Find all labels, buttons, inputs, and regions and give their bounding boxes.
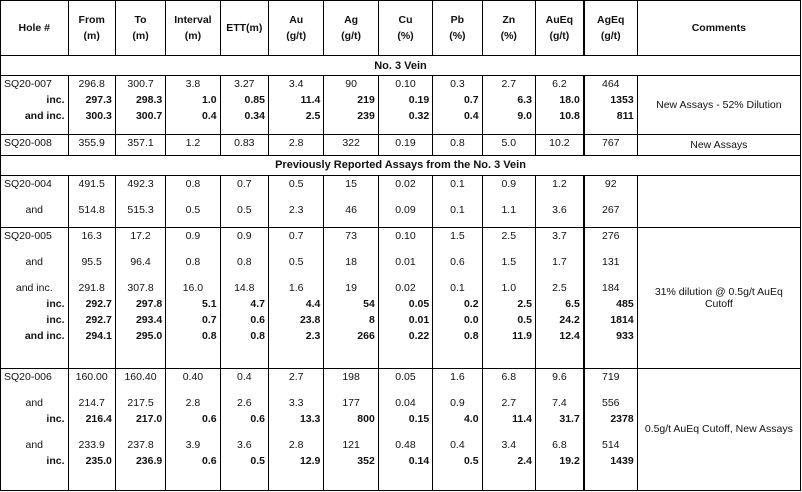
cell-zn: 11.4: [512, 412, 532, 425]
cell-to: 96.4: [130, 255, 151, 268]
cell-interval: 1.2: [185, 137, 201, 150]
col-ag: [324, 175, 378, 227]
cell-ageq: 2378: [610, 412, 634, 425]
cell-ag: 266: [357, 329, 375, 342]
header-pb: Pb (%): [433, 1, 482, 56]
col-to: [115, 175, 165, 227]
cell-ett: 0.4: [237, 370, 252, 383]
header-from: From (m): [68, 1, 115, 56]
cell-from: 296.8: [78, 78, 105, 90]
col-ag: [324, 135, 378, 156]
cell-ag: 800: [357, 412, 375, 425]
col-cu: [378, 76, 432, 135]
cell-zn: 2.5: [501, 229, 517, 242]
col-from: [68, 227, 115, 368]
cell-ett: 0.6: [250, 313, 265, 326]
cell-hole: and: [25, 255, 44, 268]
cell-cu: 0.05: [408, 297, 430, 310]
cell-cu: 0.05: [395, 370, 416, 383]
col-ageq: [584, 227, 637, 368]
col-from: [68, 175, 115, 227]
cell-ett: 2.6: [237, 396, 252, 409]
cell-interval: 3.8: [185, 78, 201, 90]
cell-aueq: 6.5: [565, 297, 580, 310]
cell-au: 3.4: [288, 78, 304, 90]
cell-cu: 0.15: [408, 412, 430, 425]
cell-au: 12.9: [299, 454, 321, 467]
cell-interval: 0.8: [185, 255, 201, 268]
cell-to: 300.7: [127, 78, 154, 90]
cell-pb: 4.0: [463, 412, 479, 425]
cell-au: 0.5: [288, 177, 304, 190]
header-au: Au (g/t): [268, 1, 323, 56]
cell-ageq: 933: [616, 329, 634, 342]
cell-pb: 0.3: [450, 78, 465, 90]
cell-aueq: 3.6: [552, 203, 567, 216]
cell-from: 355.9: [78, 137, 105, 150]
header-to: To (m): [115, 1, 165, 56]
cell-to: 515.3: [127, 203, 154, 216]
cell-zn: 1.0: [501, 281, 517, 294]
cell-ageq: 811: [616, 110, 634, 122]
col-au: [268, 76, 323, 135]
cell-aueq: 3.7: [552, 229, 567, 242]
cell-aueq: 19.2: [559, 454, 580, 467]
cell-pb: 0.4: [450, 438, 465, 451]
cell-aueq: 6.2: [552, 78, 567, 90]
header-cu: Cu (%): [378, 1, 432, 56]
cell-interval: 0.9: [185, 229, 201, 242]
cell-from: 291.8: [78, 281, 105, 294]
cell-ageq: 1439: [610, 454, 634, 467]
col-aueq: [535, 175, 583, 227]
cell-interval: 0.6: [202, 454, 217, 467]
cell-ag: 18: [345, 255, 357, 268]
col-ett: [220, 175, 268, 227]
cell-from: 294.1: [85, 329, 112, 342]
cell-interval: 0.8: [202, 329, 217, 342]
col-ag: [324, 227, 378, 368]
cell-zn: 6.8: [501, 370, 517, 383]
cell-to: 293.4: [135, 313, 163, 326]
hole-block: [1, 175, 801, 227]
cell-cu: 0.19: [395, 137, 416, 150]
cell-ag: 352: [357, 454, 375, 467]
cell-aueq: 6.8: [552, 438, 567, 451]
header-zn: Zn (%): [482, 1, 535, 56]
cell-au: 4.4: [305, 297, 321, 310]
cell-hole: SQ20-008: [4, 137, 52, 150]
cell-from: 491.5: [78, 177, 105, 190]
header-ageq: AgEq (g/t): [584, 1, 637, 56]
cell-hole: and: [25, 396, 44, 409]
cell-hole: SQ20-005: [4, 229, 52, 242]
cell-to: 357.1: [127, 137, 154, 150]
cell-to: 160.40: [124, 370, 157, 383]
cell-pb: 1.6: [450, 370, 465, 383]
col-aueq: [535, 76, 583, 135]
col-ageq: [584, 135, 637, 156]
cell-zn: 9.0: [517, 110, 532, 122]
col-hole: [1, 76, 69, 135]
cell-ett: 0.8: [237, 255, 252, 268]
cell-zn: 5.0: [501, 137, 517, 150]
section-no3-vein: [1, 56, 801, 76]
cell-interval: 0.5: [185, 203, 201, 216]
cell-zn: 6.3: [517, 94, 532, 106]
cell-ag: 121: [342, 438, 360, 451]
cell-ageq: 131: [601, 255, 620, 268]
cell-cu: 0.02: [395, 281, 416, 294]
col-cu: [378, 135, 432, 156]
cell-ett: 0.34: [244, 110, 265, 122]
col-interval: [166, 368, 220, 490]
cell-aueq: 7.4: [552, 396, 567, 409]
cell-hole: and inc.: [24, 110, 65, 122]
col-zn: [482, 368, 535, 490]
cell-au: 2.8: [288, 438, 304, 451]
cell-ett: 0.9: [237, 229, 252, 242]
cell-zn: 2.4: [517, 454, 532, 467]
cell-to: 300.7: [135, 110, 163, 122]
cell-cu: 0.09: [395, 203, 416, 216]
cell-zn: 2.7: [501, 78, 517, 90]
cell-pb: 0.5: [463, 454, 479, 467]
cell-interval: 0.40: [182, 370, 204, 383]
cell-cu: 0.14: [408, 454, 430, 467]
cell-hole: inc.: [46, 94, 65, 106]
cell-to: 492.3: [127, 177, 154, 190]
col-ageq: [584, 76, 637, 135]
cell-interval: 0.4: [202, 110, 217, 122]
cell-cu: 0.10: [395, 229, 416, 242]
cell-au: 2.3: [305, 329, 321, 342]
cell-pb: 0.7: [463, 94, 479, 106]
cell-ag: 198: [342, 370, 360, 383]
comment-cell: 31% dilution @ 0.5g/t AuEq Cutoff: [637, 227, 800, 368]
col-hole: [1, 368, 69, 490]
cell-ag: 46: [345, 203, 357, 216]
cell-pb: 0.8: [463, 329, 479, 342]
cell-interval: 5.1: [202, 297, 217, 310]
cell-interval: 0.6: [202, 412, 217, 425]
cell-ageq: 1353: [610, 94, 634, 106]
cell-to: 236.9: [135, 454, 163, 467]
cell-zn: 0.5: [517, 313, 532, 326]
cell-ag: 19: [345, 281, 357, 294]
col-to: [115, 135, 165, 156]
cell-cu: 0.19: [408, 94, 430, 106]
cell-pb: 1.5: [450, 229, 465, 242]
cell-ag: 177: [342, 396, 360, 409]
cell-from: 292.7: [85, 313, 112, 326]
cell-aueq: 31.7: [559, 412, 580, 425]
cell-pb: 0.2: [463, 297, 479, 310]
hole-block: [1, 227, 801, 368]
hole-block: [1, 76, 801, 135]
cell-zn: 3.4: [501, 438, 517, 451]
col-interval: [166, 135, 220, 156]
cell-to: 297.8: [135, 297, 163, 310]
col-zn: [482, 76, 535, 135]
col-zn: [482, 135, 535, 156]
col-cu: [378, 175, 432, 227]
col-pb: [433, 368, 482, 490]
col-ett: [220, 135, 268, 156]
cell-from: 233.9: [78, 438, 105, 451]
col-ett: [220, 368, 268, 490]
cell-cu: 0.04: [395, 396, 416, 409]
cell-interval: 1.0: [202, 94, 217, 106]
cell-ag: 15: [345, 177, 357, 190]
cell-cu: 0.02: [395, 177, 416, 190]
cell-ageq: 1814: [610, 313, 634, 326]
cell-hole: SQ20-004: [4, 177, 52, 190]
header-hole: Hole #: [1, 1, 69, 56]
cell-ett: 0.8: [250, 329, 265, 342]
col-aueq: [535, 135, 583, 156]
col-au: [268, 227, 323, 368]
cell-au: 1.6: [288, 281, 304, 294]
cell-ett: 3.27: [234, 78, 255, 90]
col-to: [115, 76, 165, 135]
cell-au: 2.5: [305, 110, 321, 122]
cell-ageq: 485: [616, 297, 634, 310]
cell-from: 514.8: [78, 203, 105, 216]
cell-from: 300.3: [85, 110, 112, 122]
cell-zn: 2.7: [501, 396, 517, 409]
cell-au: 2.8: [288, 137, 304, 150]
comment-cell: New Assays: [637, 135, 800, 156]
col-au: [268, 175, 323, 227]
col-zn: [482, 175, 535, 227]
cell-to: 217.0: [135, 412, 163, 425]
cell-zn: 1.5: [501, 255, 517, 268]
cell-aueq: 24.2: [559, 313, 580, 326]
cell-to: 17.2: [130, 229, 151, 242]
cell-aueq: 1.2: [552, 177, 567, 190]
cell-interval: 2.8: [185, 396, 201, 409]
cell-au: 3.3: [288, 396, 304, 409]
col-interval: [166, 227, 220, 368]
cell-hole: inc.: [46, 297, 65, 310]
cell-from: 160.00: [75, 370, 108, 383]
cell-pb: 0.0: [463, 313, 479, 326]
cell-aueq: 1.7: [552, 255, 567, 268]
cell-ett: 0.7: [237, 177, 252, 190]
cell-aueq: 2.5: [552, 281, 567, 294]
comment-cell: 0.5g/t AuEq Cutoff, New Assays: [637, 368, 800, 490]
cell-ett: 0.5: [250, 454, 265, 467]
col-aueq: [535, 227, 583, 368]
header-interval: Interval (m): [166, 1, 220, 56]
cell-pb: 0.1: [450, 281, 465, 294]
cell-aueq: 12.4: [559, 329, 580, 342]
col-pb: [433, 76, 482, 135]
cell-from: 297.3: [85, 94, 112, 106]
col-interval: [166, 175, 220, 227]
col-from: [68, 76, 115, 135]
cell-from: 292.7: [85, 297, 112, 310]
col-ett: [220, 227, 268, 368]
col-cu: [378, 368, 432, 490]
comment-cell: [637, 175, 800, 227]
cell-au: 11.4: [300, 94, 321, 106]
cell-from: 214.7: [78, 396, 105, 409]
cell-to: 307.8: [127, 281, 154, 294]
cell-ag: 73: [345, 229, 357, 242]
cell-hole: and inc.: [15, 281, 53, 294]
cell-interval: 0.8: [185, 177, 201, 190]
cell-from: 235.0: [85, 454, 112, 467]
cell-to: 295.0: [135, 329, 163, 342]
header-comments: Comments: [637, 1, 800, 56]
col-to: [115, 368, 165, 490]
col-ageq: [584, 368, 637, 490]
cell-to: 217.5: [127, 396, 154, 409]
cell-ett: 0.6: [250, 412, 265, 425]
col-ag: [324, 368, 378, 490]
cell-pb: 0.1: [450, 177, 465, 190]
cell-cu: 0.32: [408, 110, 430, 122]
cell-zn: 2.5: [517, 297, 532, 310]
cell-pb: 0.4: [463, 110, 479, 122]
cell-au: 13.3: [299, 412, 321, 425]
cell-ageq: 464: [601, 78, 620, 90]
cell-hole: and inc.: [24, 329, 65, 342]
col-hole: [1, 227, 69, 368]
cell-from: 95.5: [81, 255, 102, 268]
hole-block: [1, 135, 801, 156]
col-ageq: [584, 175, 637, 227]
cell-aueq: 10.2: [549, 137, 570, 150]
cell-aueq: 18.0: [559, 94, 580, 106]
section-previously-reported-title: Previously Reported Assays from the No. 3 Vein: [1, 155, 801, 175]
cell-ag: 322: [342, 137, 360, 150]
cell-ett: 14.8: [234, 281, 255, 294]
col-cu: [378, 227, 432, 368]
cell-cu: 0.10: [395, 78, 416, 90]
cell-ageq: 719: [601, 370, 620, 383]
cell-hole: inc.: [46, 412, 65, 425]
cell-aueq: 9.6: [552, 370, 567, 383]
cell-hole: and: [25, 203, 44, 216]
cell-hole: inc.: [46, 313, 65, 326]
cell-ageq: 556: [601, 396, 620, 409]
cell-ageq: 267: [601, 203, 620, 216]
col-pb: [433, 175, 482, 227]
col-ag: [324, 76, 378, 135]
cell-ageq: 767: [601, 137, 620, 150]
cell-au: 23.8: [299, 313, 321, 326]
section-no3-vein-title: No. 3 Vein: [1, 56, 801, 76]
cell-pb: 0.1: [450, 203, 465, 216]
col-aueq: [535, 368, 583, 490]
cell-hole: inc.: [46, 454, 65, 467]
cell-from: 216.4: [85, 412, 112, 425]
cell-ag: 90: [345, 78, 357, 90]
cell-from: 16.3: [81, 229, 102, 242]
cell-ett: 0.85: [244, 94, 265, 106]
cell-to: 237.8: [127, 438, 154, 451]
col-ett: [220, 76, 268, 135]
cell-hole: SQ20-007: [4, 78, 52, 90]
col-to: [115, 227, 165, 368]
cell-hole: and: [25, 438, 44, 451]
cell-ageq: 92: [604, 177, 617, 190]
cell-au: 0.5: [288, 255, 304, 268]
col-pb: [433, 227, 482, 368]
col-hole: [1, 175, 69, 227]
cell-zn: 1.1: [501, 203, 517, 216]
col-zn: [482, 227, 535, 368]
col-from: [68, 135, 115, 156]
cell-pb: 0.9: [450, 396, 465, 409]
cell-ageq: 276: [601, 229, 620, 242]
cell-zn: 0.9: [501, 177, 517, 190]
section-previously-reported: [1, 155, 801, 175]
cell-au: 2.3: [288, 203, 304, 216]
col-au: [268, 368, 323, 490]
col-au: [268, 135, 323, 156]
header-ag: Ag (g/t): [324, 1, 378, 56]
cell-ett: 4.7: [250, 297, 265, 310]
header-row: [1, 1, 801, 56]
cell-to: 298.3: [135, 94, 163, 106]
cell-ag: 219: [357, 94, 375, 106]
col-hole: [1, 135, 69, 156]
cell-pb: 0.6: [450, 255, 465, 268]
cell-ag: 239: [357, 110, 375, 122]
cell-ett: 3.6: [237, 438, 252, 451]
cell-cu: 0.22: [408, 329, 430, 342]
cell-ett: 0.83: [234, 137, 255, 150]
cell-au: 0.7: [288, 229, 304, 242]
comment-cell: New Assays - 52% Dilution: [637, 76, 800, 135]
cell-hole: SQ20-006: [4, 370, 52, 383]
cell-interval: 3.9: [185, 438, 201, 451]
cell-cu: 0.01: [395, 255, 416, 268]
cell-zn: 11.9: [512, 329, 532, 342]
header-ett: ETT(m): [220, 1, 268, 56]
cell-ageq: 514: [601, 438, 620, 451]
cell-ag: 8: [368, 313, 375, 326]
cell-interval: 0.7: [202, 313, 217, 326]
cell-aueq: 10.8: [559, 110, 580, 122]
cell-au: 2.7: [288, 370, 304, 383]
hole-block: [1, 368, 801, 490]
cell-ett: 0.5: [237, 203, 252, 216]
cell-cu: 0.01: [408, 313, 430, 326]
col-from: [68, 368, 115, 490]
cell-ageq: 184: [601, 281, 620, 294]
col-pb: [433, 135, 482, 156]
cell-cu: 0.48: [395, 438, 416, 451]
header-aueq: AuEq (g/t): [535, 1, 583, 56]
cell-ag: 54: [363, 297, 375, 310]
cell-pb: 0.8: [450, 137, 465, 150]
col-interval: [166, 76, 220, 135]
cell-interval: 16.0: [182, 281, 204, 294]
